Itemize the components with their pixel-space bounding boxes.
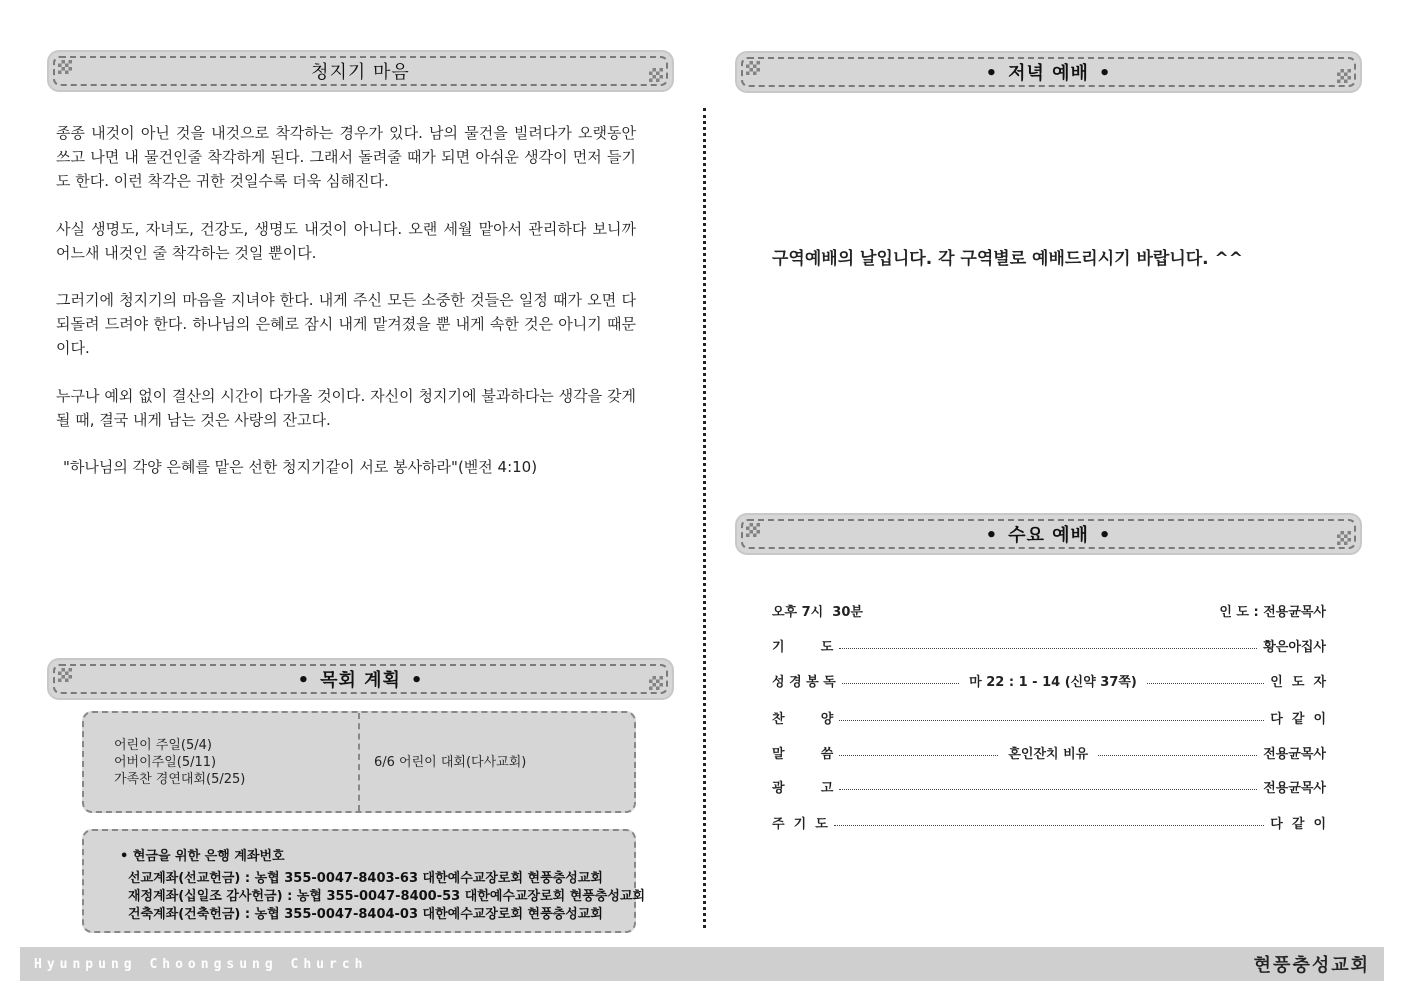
leader-dots xyxy=(1147,683,1264,684)
worship-row-announcement xyxy=(772,775,1326,797)
checker-corner-icon xyxy=(649,676,663,690)
heading-banner-stewardship xyxy=(49,52,672,90)
bank-line: 건축계좌(건축헌금) : 농협 355-0047-8404-03 대한예수교장로회 현풍충성교회 xyxy=(128,907,603,922)
bullet-icon: • xyxy=(1098,525,1112,546)
row-label: 말 씀 xyxy=(772,746,834,762)
section-title xyxy=(288,666,434,692)
worship-leader: 인 도 : 전용균목사 xyxy=(1219,604,1326,620)
row-label: 성 경 봉 독 xyxy=(772,674,836,690)
row-middle: 마 22 : 1 - 14 (신약 37쪽) xyxy=(969,674,1137,690)
paragraph: 종종 내것이 아닌 것을 내것으로 착각하는 경우가 있다. 남의 물건을 빌려다가 오랫동안 쓰고 나면 내 물건인줄 착각하게 된다. 그래서 돌려줄 때가 되면 아쉬운 생각이 먼저 들기도 한다. 이런 착각은 귀한 것일수록 더욱 심해진다. xyxy=(56,124,636,190)
bank-line: 선교계좌(선교헌금) : 농협 355-0047-8403-63 대한예수교장로회 현풍충성교회 xyxy=(128,871,603,886)
plan-box xyxy=(82,711,636,813)
worship-row-lords-prayer xyxy=(772,811,1326,833)
worship-time-row xyxy=(772,599,1326,621)
section-title xyxy=(976,521,1122,547)
footer-bar xyxy=(20,947,1384,981)
plan-left-column xyxy=(84,713,360,811)
bullet-icon: • xyxy=(985,525,999,546)
heading-banner-plan xyxy=(49,660,672,698)
bank-heading-text: 현금을 위한 은행 계좌번호 xyxy=(132,849,285,864)
paragraph: 그러기에 청지기의 마음을 지녀야 한다. 내게 주신 모든 소중한 것들은 일정 때가 오면 다 되돌려 드려야 한다. 하나님의 은혜로 잠시 내게 맡겨졌을 뿐 내게 속한 것은 아니기 때문이다. xyxy=(56,291,636,357)
checker-corner-icon xyxy=(1337,531,1351,545)
leader-dots xyxy=(839,648,1257,649)
row-label: 주 기 도 xyxy=(772,816,828,832)
church-name-korean: 현풍충성교회 xyxy=(1253,955,1370,976)
plan-title: 목회 계획 xyxy=(320,670,401,691)
row-label: 찬 양 xyxy=(772,711,834,727)
section-title xyxy=(976,59,1122,85)
row-person: 황은아집사 xyxy=(1263,639,1326,655)
evening-title: 저녁 예배 xyxy=(1008,63,1089,84)
checker-corner-icon xyxy=(649,68,663,82)
leader-dots xyxy=(1098,755,1257,756)
leader-dots xyxy=(842,683,959,684)
leader-dots xyxy=(839,755,998,756)
row-label: 광 고 xyxy=(772,780,834,796)
bank-account-box xyxy=(82,829,646,933)
row-person: 다 같 이 xyxy=(1270,816,1326,832)
checker-corner-icon xyxy=(1337,69,1351,83)
wednesday-title: 수요 예배 xyxy=(1008,525,1089,546)
plan-item: 어린이 주일(5/4) xyxy=(114,737,212,753)
heading-banner-evening xyxy=(737,53,1360,91)
leader-dots xyxy=(839,720,1264,721)
plan-item: 가족찬 경연대회(5/25) xyxy=(114,771,246,787)
row-person: 전용균목사 xyxy=(1263,746,1326,762)
plan-item: 6/6 어린이 대회(다사교회) xyxy=(374,754,527,770)
row-person: 인 도 자 xyxy=(1270,674,1326,690)
checker-corner-icon xyxy=(746,61,760,75)
evening-notice: 구역예배의 날입니다. 각 구역별로 예배드리시기 바랍니다. ^^ xyxy=(772,249,1244,269)
scripture-quote: "하나님의 각양 은혜를 맡은 선한 청지기같이 서로 봉사하라"(벧전 4:10) xyxy=(63,458,538,476)
paragraph: 누구나 예외 없이 결산의 시간이 다가올 것이다. 자신이 청지기에 불과하다는 생각을 갖게 될 때, 결국 내게 남는 것은 사랑의 잔고다. xyxy=(56,387,636,429)
plan-item: 어버이주일(5/11) xyxy=(114,754,217,770)
bullet-icon: • xyxy=(410,670,424,691)
leader-dots xyxy=(839,789,1257,790)
worship-row-praise xyxy=(772,706,1326,728)
row-label: 기 도 xyxy=(772,639,834,655)
bank-heading xyxy=(120,845,634,864)
row-middle: 혼인잔치 비유 xyxy=(1008,746,1089,762)
checker-corner-icon xyxy=(58,60,72,74)
worship-row-scripture xyxy=(772,669,1326,691)
bullet-icon: • xyxy=(985,63,999,84)
bullet-icon: • xyxy=(120,849,129,864)
page-divider xyxy=(703,108,706,928)
row-person: 전용균목사 xyxy=(1263,780,1326,796)
bank-line: 재정계좌(십일조 감사헌금) : 농협 355-0047-8400-53 대한예수교장로회 현풍충성교회 xyxy=(128,889,646,904)
worship-time: 오후 7시 30분 xyxy=(772,604,863,620)
row-person: 다 같 이 xyxy=(1270,711,1326,727)
bullet-icon: • xyxy=(1098,63,1112,84)
church-name-english: Hyunpung Choongsung Church xyxy=(34,956,368,972)
checker-corner-icon xyxy=(746,523,760,537)
paragraph: 사실 생명도, 자녀도, 건강도, 생명도 내것이 아니다. 오랜 세월 맡아서 관리하다 보니까 어느새 내것인 줄 착각하는 것일 뿐이다. xyxy=(56,220,636,262)
section-title: 청지기 마음 xyxy=(311,62,410,83)
heading-banner-wednesday xyxy=(737,515,1360,553)
worship-row-sermon xyxy=(772,741,1326,763)
leader-dots xyxy=(834,825,1264,826)
bullet-icon: • xyxy=(297,670,311,691)
plan-right-column xyxy=(360,713,634,811)
checker-corner-icon xyxy=(58,668,72,682)
worship-row-prayer xyxy=(772,634,1326,656)
